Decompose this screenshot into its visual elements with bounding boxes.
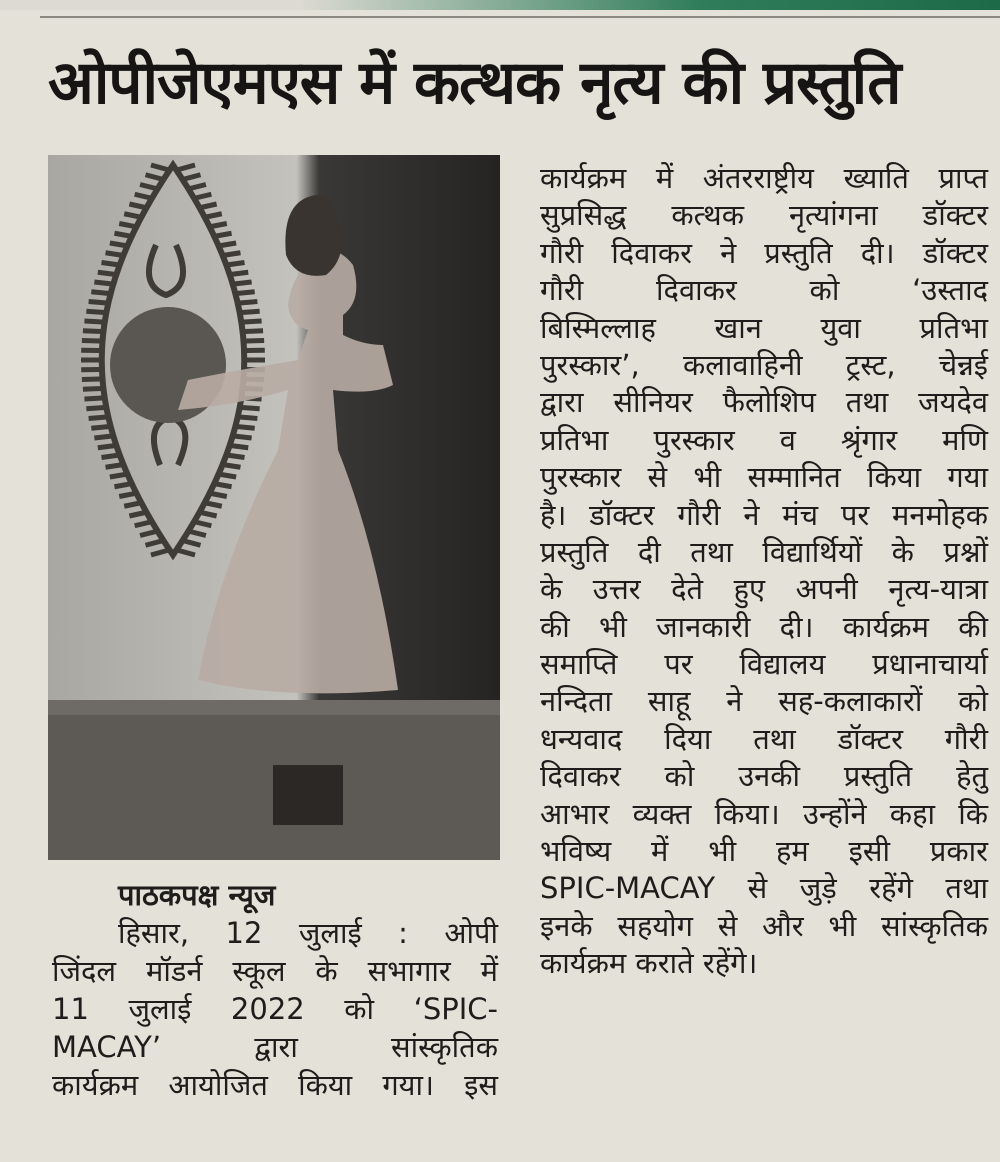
text-line: धन्यवाद दिया तथा डॉक्टर गौरी <box>540 721 988 756</box>
text-line: गौरी दिवाकर ने प्रस्तुति दी। डॉक्टर <box>540 235 988 270</box>
text-line: की भी जानकारी दी। कार्यक्रम की <box>540 609 988 644</box>
text-line: पुरस्कार’, कलावाहिनी ट्रस्ट, चेन्नई <box>540 347 988 382</box>
text-line: हिसार, 12 जुलाई : ओपी <box>118 916 498 950</box>
text-line: 11 जुलाई 2022 को ‘SPIC- <box>52 992 498 1026</box>
text-line: समाप्ति पर विद्यालय प्रधानाचार्या <box>540 647 988 682</box>
byline: पाठकपक्ष न्यूज <box>118 878 276 912</box>
text-line: जिंदल मॉडर्न स्कूल के सभागार में <box>52 954 498 988</box>
text-line: नन्दिता साहू ने सह-कलाकारों को <box>540 684 988 719</box>
dancer-photo <box>48 155 500 860</box>
text-line: SPIC-MACAY से जुड़े रहेंगे तथा <box>540 871 988 906</box>
text-line: द्वारा सीनियर फैलोशिप तथा जयदेव <box>540 385 988 420</box>
text-line: कार्यक्रम कराते रहेंगे। <box>540 946 758 981</box>
text-line: प्रतिभा पुरस्कार व श्रृंगार मणि <box>540 422 988 457</box>
text-line: बिस्मिल्लाह खान युवा प्रतिभा <box>540 310 988 345</box>
text-line: के उत्तर देते हुए अपनी नृत्य-यात्रा <box>540 572 988 607</box>
text-line: इनके सहयोग से और भी सांस्कृतिक <box>540 908 988 943</box>
text-line: सुप्रसिद्ध कत्थक नृत्यांगना डॉक्टर <box>540 198 988 233</box>
text-line: गौरी दिवाकर को ‘उस्ताद <box>540 273 988 308</box>
left-column <box>52 876 498 1104</box>
right-column <box>540 160 988 983</box>
divider <box>40 16 1000 18</box>
text-line: कार्यक्रम आयोजित किया गया। इस <box>52 1068 498 1102</box>
text-line: दिवाकर को उनकी प्रस्तुति हेतु <box>540 759 988 794</box>
text-line: MACAY’ द्वारा सांस्कृतिक <box>52 1030 498 1064</box>
text-line: भविष्य में भी हम इसी प्रकार <box>540 834 988 869</box>
headline: ओपीजेएमएस में कत्थक नृत्य की प्रस्तुति <box>48 48 901 118</box>
text-line: आभार व्यक्त किया। उन्होंने कहा कि <box>540 796 988 831</box>
text-line: है। डॉक्टर गौरी ने मंच पर मनमोहक <box>540 497 988 532</box>
page-top-border <box>0 0 1000 10</box>
text-line: प्रस्तुति दी तथा विद्यार्थियों के प्रश्नों <box>540 534 988 569</box>
text-line: कार्यक्रम में अंतरराष्ट्रीय ख्याति प्राप्त <box>540 161 988 195</box>
text-line: पुरस्कार से भी सम्मानित किया गया <box>540 460 988 495</box>
